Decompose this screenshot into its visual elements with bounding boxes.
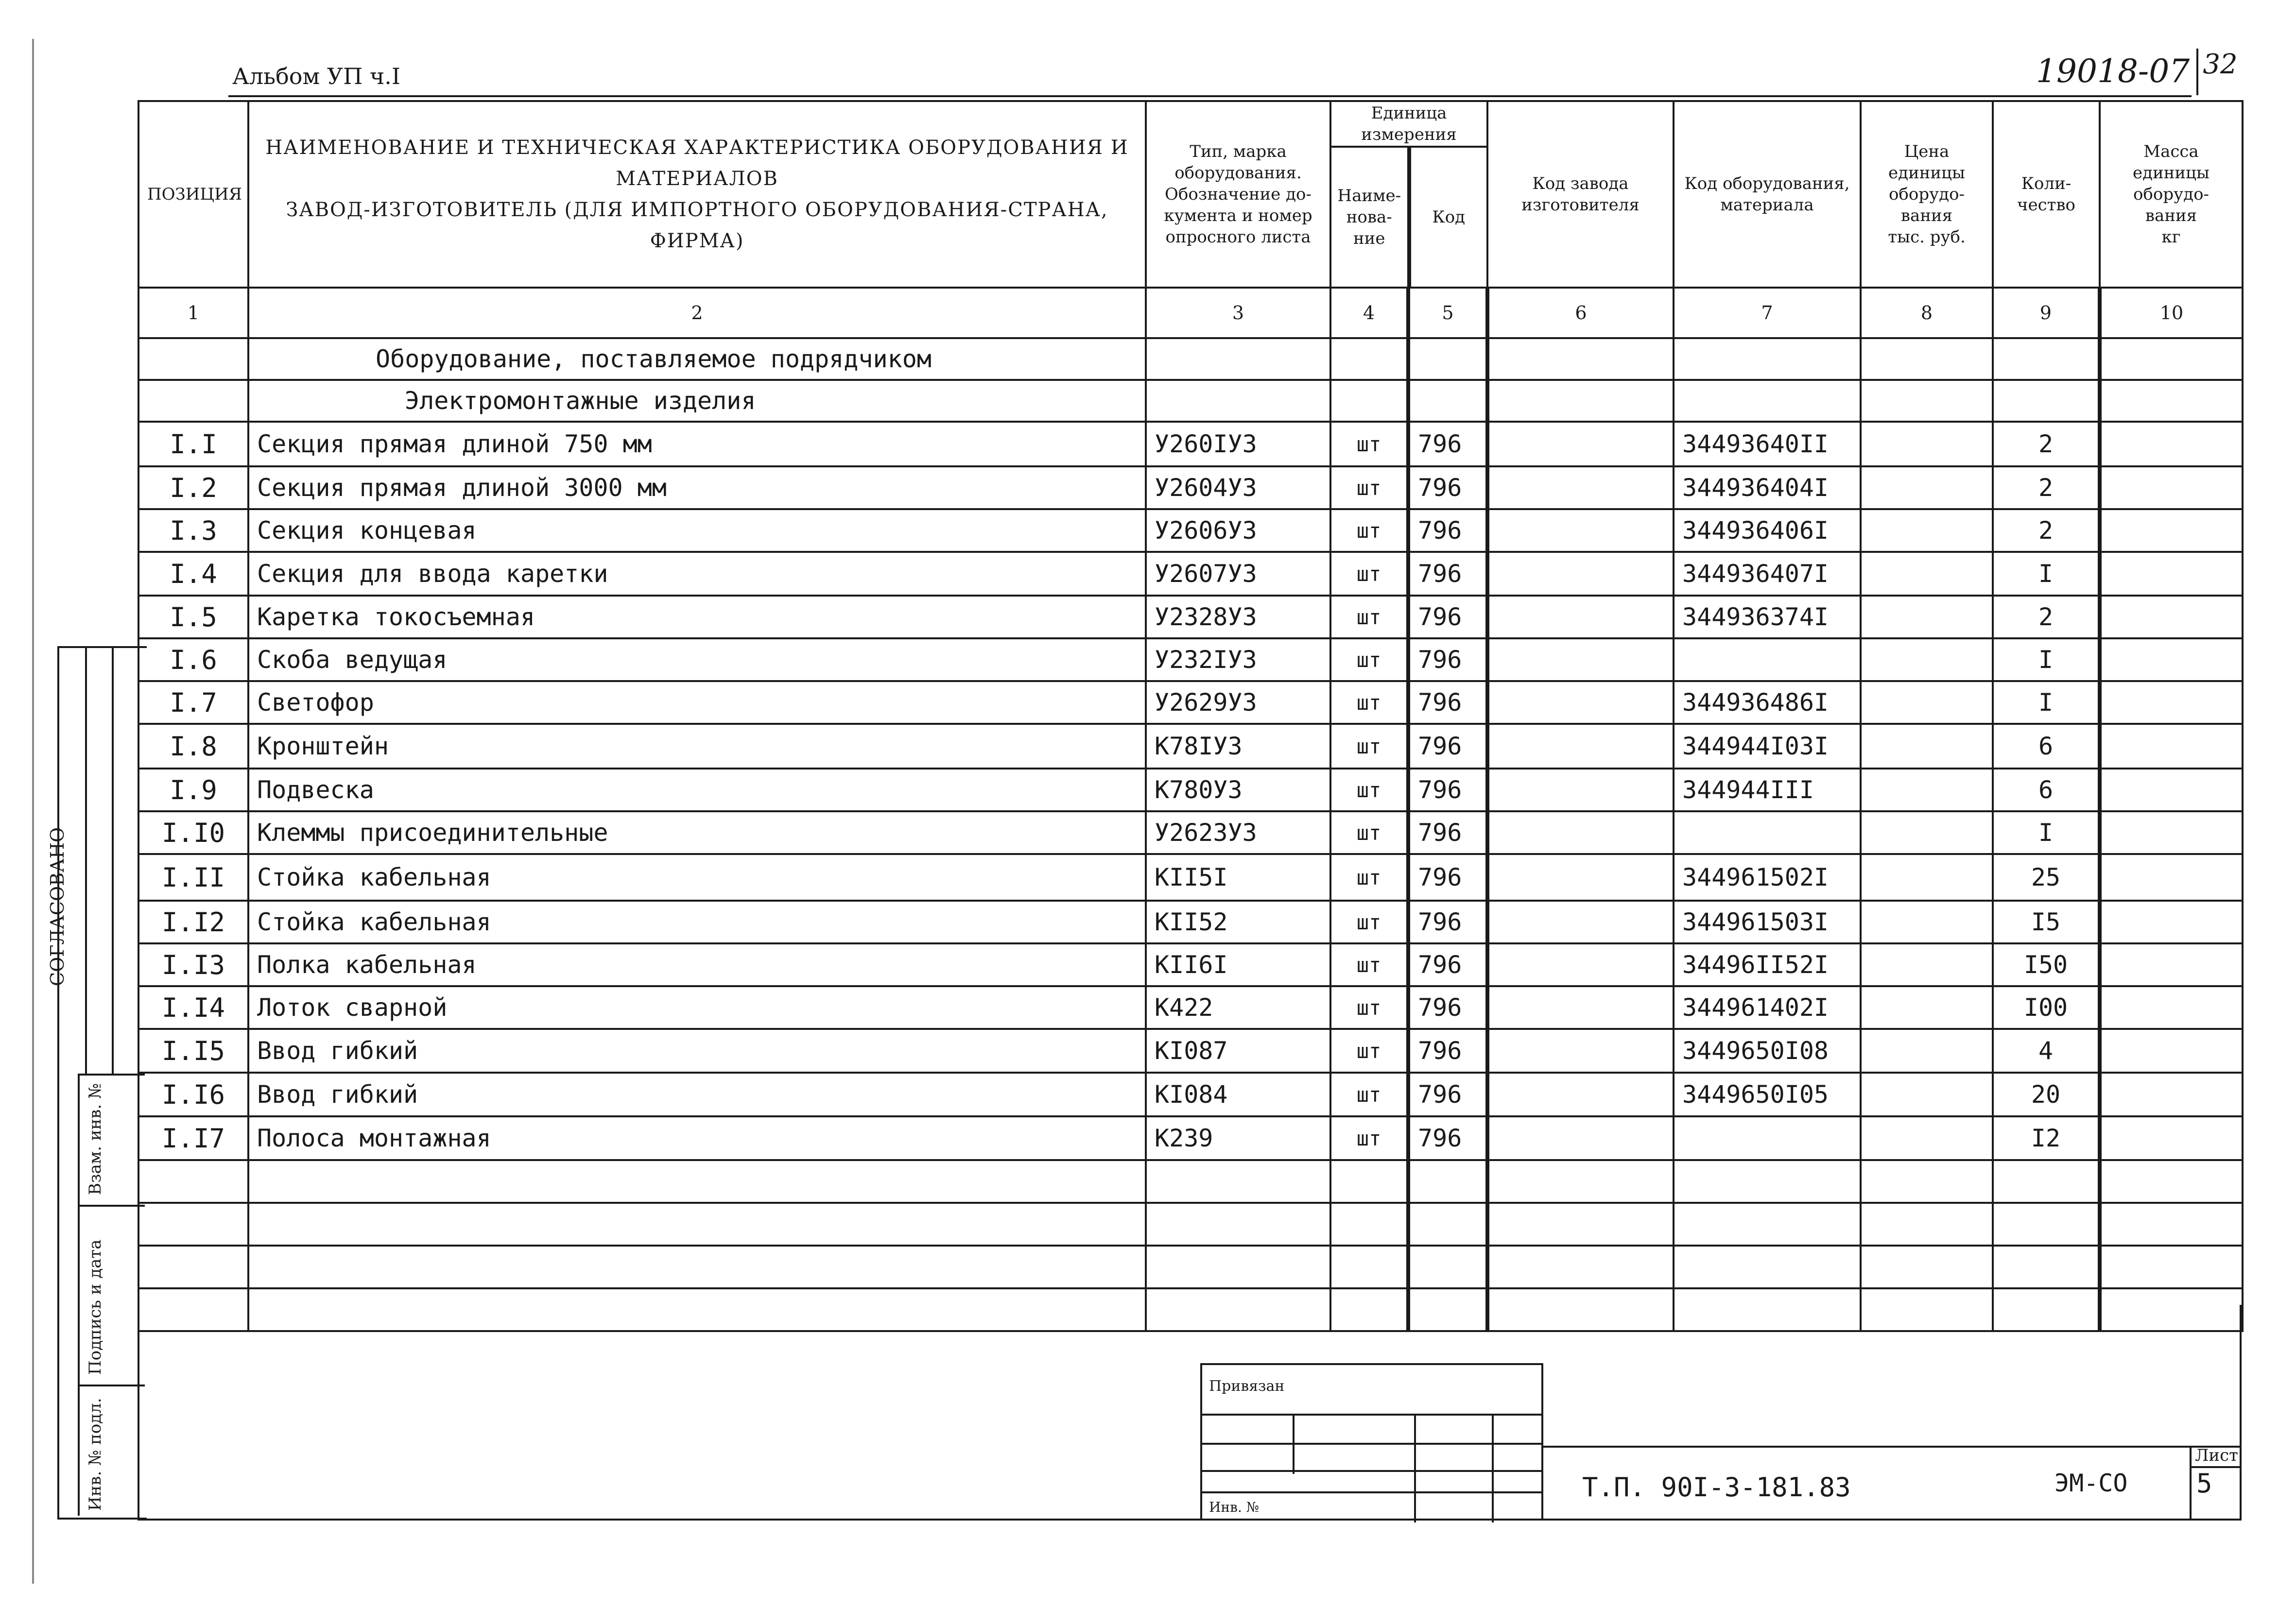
row-name: Светофор — [248, 681, 1146, 724]
row-unit: шт — [1330, 986, 1408, 1029]
mass-unit: кг — [2161, 227, 2181, 247]
row-equip-code — [1674, 811, 1861, 854]
row-type: У2623У3 — [1146, 811, 1330, 854]
page-corner-number: 32 — [2196, 49, 2242, 95]
row-type: КII5I — [1146, 854, 1330, 901]
table-row — [138, 901, 2243, 943]
row-qty: 2 — [1993, 422, 2100, 466]
row-unit: шт — [1330, 509, 1408, 552]
row-unit: шт — [1330, 552, 1408, 596]
row-factory-code — [1487, 509, 1674, 552]
row-price — [1861, 422, 1993, 466]
row-qty: 20 — [1993, 1073, 2100, 1116]
col-header-unit-code: Код — [1432, 207, 1466, 227]
row-type: К422 — [1146, 986, 1330, 1029]
empty-cell — [1408, 1203, 1487, 1246]
table-row — [138, 638, 2243, 681]
row-type: У2328У3 — [1146, 596, 1330, 638]
empty-cell — [1408, 1160, 1487, 1203]
row-name: Скоба ведущая — [248, 638, 1146, 681]
row-price — [1861, 1073, 1993, 1116]
sheet-number: 5 — [2196, 1468, 2212, 1499]
binding-line — [32, 39, 34, 1584]
table-row — [138, 509, 2243, 552]
col-number: 6 — [1487, 288, 1674, 338]
row-price — [1861, 854, 1993, 901]
row-factory-code — [1487, 811, 1674, 854]
col-header-mass — [2100, 101, 2243, 288]
row-name: Ввод гибкий — [248, 1073, 1146, 1116]
row-mass — [2100, 1073, 2243, 1116]
empty-cell — [248, 1246, 1146, 1288]
privyazan-stamp — [1200, 1363, 1543, 1521]
row-type: У232IУ3 — [1146, 638, 1330, 681]
row-name: Секция для ввода каретки — [248, 552, 1146, 596]
col-number: 10 — [2100, 288, 2243, 338]
row-mass — [2100, 901, 2243, 943]
row-unit: шт — [1330, 854, 1408, 901]
table-row — [138, 1116, 2243, 1160]
col-header-unit — [1330, 101, 1487, 288]
section-row — [138, 338, 2243, 380]
col-header-name-line1: НАИМЕНОВАНИЕ И ТЕХНИЧЕСКАЯ ХАРАКТЕРИСТИКА ОБОРУДОВАНИЯ И МАТЕРИАЛОВ — [265, 137, 1129, 190]
section-title: Оборудование, поставляемое подрядчиком — [248, 338, 1146, 380]
row-equip-code: 344936404I — [1674, 466, 1861, 509]
row-mass — [2100, 769, 2243, 811]
row-price — [1861, 638, 1993, 681]
side-divider — [85, 646, 87, 1074]
row-factory-code — [1487, 466, 1674, 509]
row-unit-code: 796 — [1408, 638, 1487, 681]
row-unit-code: 796 — [1408, 854, 1487, 901]
table-row — [138, 466, 2243, 509]
row-type: КII6I — [1146, 943, 1330, 986]
empty-cell — [1330, 1203, 1408, 1246]
document-mark: ЭМ-СО — [2054, 1469, 2128, 1497]
row-name: Полоса монтажная — [248, 1116, 1146, 1160]
col-header-factory-code: Код завода изготовителя — [1487, 101, 1674, 288]
row-position: I.I5 — [138, 1029, 248, 1073]
empty-cell — [1146, 1246, 1330, 1288]
row-equip-code: 344961503I — [1674, 901, 1861, 943]
row-qty: I — [1993, 552, 2100, 596]
row-qty: 25 — [1993, 854, 2100, 901]
empty-row — [138, 1160, 2243, 1203]
row-qty: I — [1993, 811, 2100, 854]
table-row — [138, 422, 2243, 466]
row-factory-code — [1487, 943, 1674, 986]
col-header-unit-name: Наиме-нова-ние — [1331, 148, 1411, 287]
row-mass — [2100, 422, 2243, 466]
header-rule — [228, 95, 2192, 97]
row-equip-code: 3449650I08 — [1674, 1029, 1861, 1073]
col-number: 5 — [1408, 288, 1487, 338]
row-equip-code: 344944III — [1674, 769, 1861, 811]
empty-cell — [1993, 1160, 2100, 1203]
row-unit-code: 796 — [1408, 943, 1487, 986]
empty-cell — [1408, 1246, 1487, 1288]
col-number: 9 — [1993, 288, 2100, 338]
empty-cell — [1674, 1203, 1861, 1246]
row-equip-code — [1674, 1116, 1861, 1160]
row-price — [1861, 943, 1993, 986]
row-name: Каретка токосъемная — [248, 596, 1146, 638]
row-factory-code — [1487, 422, 1674, 466]
row-unit-code: 796 — [1408, 552, 1487, 596]
row-position: I.5 — [138, 596, 248, 638]
row-name: Стойка кабельная — [248, 854, 1146, 901]
row-factory-code — [1487, 1116, 1674, 1160]
row-price — [1861, 1116, 1993, 1160]
row-qty: 2 — [1993, 509, 2100, 552]
row-mass — [2100, 681, 2243, 724]
empty-row — [138, 1203, 2243, 1246]
table-row — [138, 681, 2243, 724]
subsection-row — [138, 380, 2243, 422]
row-unit: шт — [1330, 596, 1408, 638]
col-header-price — [1861, 101, 1993, 288]
col-header-unit-group: Единица измерения — [1331, 102, 1486, 148]
price-label: Цена единицы оборудо-вания — [1888, 142, 1965, 225]
row-position: I.2 — [138, 466, 248, 509]
col-header-name — [248, 101, 1146, 288]
empty-cell — [2100, 1203, 2243, 1246]
col-header-position: ПОЗИЦИЯ — [138, 101, 248, 288]
side-divider — [78, 1074, 80, 1516]
row-factory-code — [1487, 1029, 1674, 1073]
table-row — [138, 1073, 2243, 1116]
table-row — [138, 811, 2243, 854]
row-qty: 4 — [1993, 1029, 2100, 1073]
row-position: I.8 — [138, 724, 248, 769]
row-unit-code: 796 — [1408, 681, 1487, 724]
row-position: I.II — [138, 854, 248, 901]
empty-cell — [1674, 1246, 1861, 1288]
row-mass — [2100, 724, 2243, 769]
empty-cell — [138, 1246, 248, 1288]
row-qty: I00 — [1993, 986, 2100, 1029]
row-position: I.6 — [138, 638, 248, 681]
row-unit: шт — [1330, 681, 1408, 724]
empty-cell — [2100, 1160, 2243, 1203]
row-unit-code: 796 — [1408, 466, 1487, 509]
row-equip-code: 344961402I — [1674, 986, 1861, 1029]
row-type: КI084 — [1146, 1073, 1330, 1116]
row-unit: шт — [1330, 1029, 1408, 1073]
row-factory-code — [1487, 986, 1674, 1029]
row-equip-code — [1674, 638, 1861, 681]
row-name: Подвеска — [248, 769, 1146, 811]
empty-cell — [1330, 1246, 1408, 1288]
row-qty: 6 — [1993, 769, 2100, 811]
table-header-row — [138, 101, 2243, 288]
inv-vzam-label: Взам. инв. № — [86, 1083, 105, 1195]
row-unit-code: 796 — [1408, 986, 1487, 1029]
row-unit: шт — [1330, 811, 1408, 854]
row-equip-code: 34496II52I — [1674, 943, 1861, 986]
row-price — [1861, 466, 1993, 509]
row-type: У260IУ3 — [1146, 422, 1330, 466]
table-row — [138, 854, 2243, 901]
row-mass — [2100, 552, 2243, 596]
row-unit: шт — [1330, 769, 1408, 811]
row-name: Стойка кабельная — [248, 901, 1146, 943]
agreed-label: СОГЛАСОВАНО — [47, 827, 68, 986]
col-number: 1 — [138, 288, 248, 338]
row-price — [1861, 724, 1993, 769]
row-equip-code: 344936486I — [1674, 681, 1861, 724]
row-factory-code — [1487, 901, 1674, 943]
empty-cell — [1861, 1246, 1993, 1288]
col-number: 7 — [1674, 288, 1861, 338]
row-position: I.I — [138, 422, 248, 466]
row-price — [1861, 552, 1993, 596]
empty-cell — [138, 1203, 248, 1246]
row-price — [1861, 901, 1993, 943]
row-qty: I5 — [1993, 901, 2100, 943]
empty-cell — [1674, 1160, 1861, 1203]
row-type: У2629У3 — [1146, 681, 1330, 724]
empty-cell — [1487, 1246, 1674, 1288]
row-qty: I2 — [1993, 1116, 2100, 1160]
row-unit: шт — [1330, 943, 1408, 986]
album-label: Альбом УП ч.I — [232, 63, 401, 89]
empty-cell — [1993, 1246, 2100, 1288]
row-qty: I — [1993, 638, 2100, 681]
side-divider — [78, 1385, 145, 1386]
table-row — [138, 724, 2243, 769]
empty-cell — [138, 1160, 248, 1203]
row-type: У2604У3 — [1146, 466, 1330, 509]
row-equip-code: 344944I03I — [1674, 724, 1861, 769]
row-unit: шт — [1330, 422, 1408, 466]
row-qty: 6 — [1993, 724, 2100, 769]
row-equip-code: 344936406I — [1674, 509, 1861, 552]
row-mass — [2100, 638, 2243, 681]
row-mass — [2100, 811, 2243, 854]
row-unit-code: 796 — [1408, 769, 1487, 811]
row-position: I.I0 — [138, 811, 248, 854]
row-unit-code: 796 — [1408, 596, 1487, 638]
row-name: Кронштейн — [248, 724, 1146, 769]
row-unit: шт — [1330, 901, 1408, 943]
row-equip-code: 344961502I — [1674, 854, 1861, 901]
row-mass — [2100, 509, 2243, 552]
row-unit: шт — [1330, 1116, 1408, 1160]
row-unit-code: 796 — [1408, 1116, 1487, 1160]
row-mass — [2100, 943, 2243, 986]
row-mass — [2100, 1116, 2243, 1160]
row-unit: шт — [1330, 638, 1408, 681]
empty-cell — [1146, 1160, 1330, 1203]
sheet-box — [2190, 1446, 2242, 1521]
row-price — [1861, 986, 1993, 1029]
col-header-name-line2: ЗАВОД-ИЗГОТОВИТЕЛЬ (ДЛЯ ИМПОРТНОГО ОБОРУДОВАНИЯ-СТРАНА, ФИРМА) — [286, 199, 1108, 252]
row-equip-code: 344936374I — [1674, 596, 1861, 638]
designation: Т.П. 90I-3-181.83 — [1582, 1472, 1851, 1503]
col-header-type: Тип, марка оборудования. Обозначение до-кумента и номер опросного листа — [1146, 101, 1330, 288]
row-unit-code: 796 — [1408, 901, 1487, 943]
row-unit-code: 796 — [1408, 724, 1487, 769]
row-unit: шт — [1330, 466, 1408, 509]
row-position: I.I2 — [138, 901, 248, 943]
mass-label: Масса единицы оборудо-вания — [2133, 142, 2210, 225]
empty-cell — [248, 1203, 1146, 1246]
subsection-title: Электромонтажные изделия — [248, 380, 1146, 422]
empty-cell — [248, 1160, 1146, 1203]
row-equip-code: 344936407I — [1674, 552, 1861, 596]
row-type: КI087 — [1146, 1029, 1330, 1073]
row-name: Ввод гибкий — [248, 1029, 1146, 1073]
row-name: Секция прямая длиной 750 мм — [248, 422, 1146, 466]
row-price — [1861, 769, 1993, 811]
inv-no-label: Инв. № — [1209, 1499, 1260, 1515]
row-mass — [2100, 466, 2243, 509]
col-number: 3 — [1146, 288, 1330, 338]
row-price — [1861, 1029, 1993, 1073]
col-number: 2 — [248, 288, 1146, 338]
empty-cell — [1487, 1160, 1674, 1203]
row-type: У2606У3 — [1146, 509, 1330, 552]
empty-cell — [1861, 1203, 1993, 1246]
row-name: Клеммы присоединительные — [248, 811, 1146, 854]
table-row — [138, 943, 2243, 986]
row-name: Полка кабельная — [248, 943, 1146, 986]
row-equip-code: 3449650I05 — [1674, 1073, 1861, 1116]
row-mass — [2100, 986, 2243, 1029]
empty-cell — [2100, 1246, 2243, 1288]
row-unit-code: 796 — [1408, 509, 1487, 552]
row-factory-code — [1487, 1073, 1674, 1116]
table-body — [138, 338, 2243, 1331]
empty-cell — [1146, 1203, 1330, 1246]
col-header-qty: Коли-чество — [1993, 101, 2100, 288]
row-factory-code — [1487, 854, 1674, 901]
row-mass — [2100, 596, 2243, 638]
row-price — [1861, 681, 1993, 724]
row-position: I.I7 — [138, 1116, 248, 1160]
row-name: Лоток сварной — [248, 986, 1146, 1029]
side-divider — [78, 1205, 145, 1207]
row-factory-code — [1487, 638, 1674, 681]
side-divider — [112, 646, 114, 1074]
privyazan-label: Привязан — [1209, 1378, 1285, 1395]
empty-cell — [1330, 1160, 1408, 1203]
row-type: К239 — [1146, 1116, 1330, 1160]
table-row — [138, 596, 2243, 638]
col-number: 8 — [1861, 288, 1993, 338]
row-price — [1861, 596, 1993, 638]
col-header-equip-code: Код оборудования, материала — [1674, 101, 1861, 288]
empty-row — [138, 1246, 2243, 1288]
col-number: 4 — [1330, 288, 1408, 338]
row-type: КII52 — [1146, 901, 1330, 943]
inv-podl-label: Инв. № подл. — [86, 1398, 105, 1511]
row-mass — [2100, 854, 2243, 901]
row-type: У2607У3 — [1146, 552, 1330, 596]
row-position: I.3 — [138, 509, 248, 552]
column-number-row — [138, 288, 2243, 338]
row-type: К78IУ3 — [1146, 724, 1330, 769]
sign-date-label: Подпись и дата — [86, 1239, 105, 1375]
row-unit-code: 796 — [1408, 1073, 1487, 1116]
row-position: I.I4 — [138, 986, 248, 1029]
equipment-specification-table — [138, 100, 2244, 1332]
row-equip-code: 34493640II — [1674, 422, 1861, 466]
row-unit: шт — [1330, 1073, 1408, 1116]
row-unit: шт — [1330, 724, 1408, 769]
row-position: I.9 — [138, 769, 248, 811]
row-mass — [2100, 1029, 2243, 1073]
doc-number: 19018-07 — [2036, 52, 2190, 90]
row-unit-code: 796 — [1408, 422, 1487, 466]
side-divider — [78, 1074, 145, 1076]
empty-cell — [1861, 1160, 1993, 1203]
row-type: К780У3 — [1146, 769, 1330, 811]
row-price — [1861, 509, 1993, 552]
price-unit: тыс. руб. — [1888, 227, 1966, 247]
table-row — [138, 769, 2243, 811]
sheet-label: Лист — [2192, 1446, 2242, 1468]
row-factory-code — [1487, 769, 1674, 811]
row-qty: 2 — [1993, 466, 2100, 509]
empty-cell — [1993, 1203, 2100, 1246]
row-factory-code — [1487, 724, 1674, 769]
empty-cell — [1487, 1203, 1674, 1246]
table-row — [138, 552, 2243, 596]
row-factory-code — [1487, 596, 1674, 638]
row-position: I.4 — [138, 552, 248, 596]
row-factory-code — [1487, 681, 1674, 724]
table-row — [138, 1029, 2243, 1073]
row-qty: I50 — [1993, 943, 2100, 986]
row-position: I.7 — [138, 681, 248, 724]
row-price — [1861, 811, 1993, 854]
row-position: I.I6 — [138, 1073, 248, 1116]
row-qty: I — [1993, 681, 2100, 724]
row-name: Секция концевая — [248, 509, 1146, 552]
row-name: Секция прямая длиной 3000 мм — [248, 466, 1146, 509]
row-unit-code: 796 — [1408, 811, 1487, 854]
row-unit-code: 796 — [1408, 1029, 1487, 1073]
row-qty: 2 — [1993, 596, 2100, 638]
row-position: I.I3 — [138, 943, 248, 986]
row-factory-code — [1487, 552, 1674, 596]
table-row — [138, 986, 2243, 1029]
